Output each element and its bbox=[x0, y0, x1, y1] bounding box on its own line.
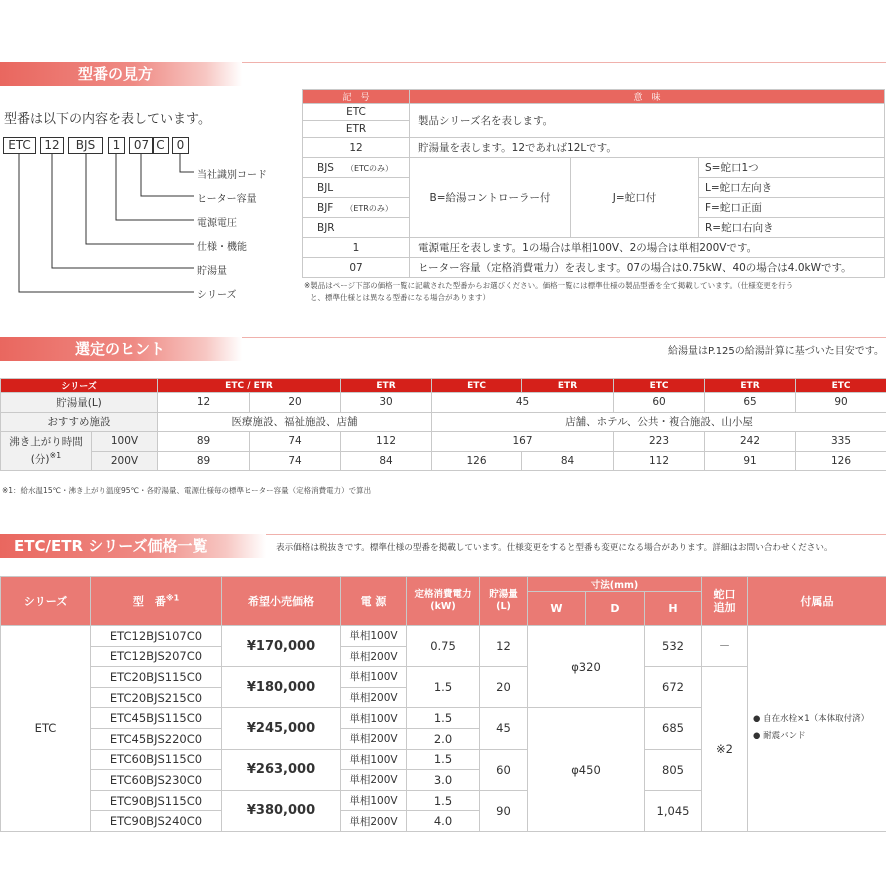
faucet-cell: J=蛇口付 bbox=[571, 158, 699, 238]
rated-7: 1.5 bbox=[407, 790, 480, 811]
price-5: ¥380,000 bbox=[222, 790, 341, 831]
label-capacity: 貯湯量 bbox=[197, 266, 227, 277]
symbol-capacity: 12 bbox=[303, 138, 410, 158]
th-accessories: 付属品 bbox=[748, 577, 886, 626]
bjs-note: （ETCのみ） bbox=[345, 163, 394, 173]
section1-banner bbox=[0, 62, 242, 86]
hdr-etc-90: ETC bbox=[796, 379, 886, 393]
t200-60: 112 bbox=[614, 451, 705, 471]
section2-title: 選定のヒント bbox=[75, 340, 166, 358]
t200-30: 84 bbox=[341, 451, 432, 471]
power-5: 単相100V bbox=[341, 708, 407, 729]
symbol-bjr: BJR bbox=[303, 218, 410, 238]
th-faucet-line1: 蛇口 bbox=[713, 588, 736, 601]
model-8: ETC60BJS230C0 bbox=[91, 770, 222, 791]
dia-320: φ320 bbox=[528, 626, 645, 708]
t200-20: 74 bbox=[250, 451, 341, 471]
section1-title: 型番の見方 bbox=[78, 65, 154, 83]
dia-450: φ450 bbox=[528, 708, 645, 832]
th-rated-line2: (kW) bbox=[430, 601, 456, 612]
model-9: ETC90BJS115C0 bbox=[91, 790, 222, 811]
option-f: F=蛇口正面 bbox=[699, 198, 885, 218]
model-10: ETC90BJS240C0 bbox=[91, 811, 222, 832]
storage-4: 60 bbox=[480, 749, 528, 790]
symbol-etc: ETC bbox=[303, 104, 410, 121]
series-meaning: 製品シリーズ名を表します。 bbox=[410, 104, 885, 138]
code-part-spec: BJS bbox=[68, 137, 103, 154]
storage-3: 45 bbox=[480, 708, 528, 749]
hdr-etc-etr: ETC / ETR bbox=[158, 379, 341, 393]
cap-12: 12 bbox=[158, 393, 250, 413]
price-table bbox=[0, 576, 886, 832]
section1-note-line1: ※製品はページ下部の価格一覧に記載された型番からお選びください。価格一覧には標準仕様の製品型番を全て掲載しています。（仕様変更を行う bbox=[304, 281, 794, 290]
cap-65: 65 bbox=[705, 393, 796, 413]
price-4: ¥263,000 bbox=[222, 749, 341, 790]
th-dims: 寸法(mm) bbox=[528, 577, 702, 592]
facility-label: おすすめ施設 bbox=[1, 412, 158, 432]
rated-8: 4.0 bbox=[407, 811, 480, 832]
boil-label-mark: ※1 bbox=[49, 450, 62, 460]
label-voltage: 電源電圧 bbox=[197, 218, 237, 229]
t100-45: 167 bbox=[432, 432, 614, 452]
facility-1: 医療施設、福祉施設、店舗 bbox=[158, 412, 432, 432]
header-meaning: 意 味 bbox=[410, 90, 885, 104]
section2-banner bbox=[0, 337, 242, 361]
storage-2: 20 bbox=[480, 667, 528, 708]
t200-45-etc: 126 bbox=[432, 451, 522, 471]
th-faucet-line2: 追加 bbox=[713, 601, 736, 614]
header-symbol: 記 号 bbox=[303, 90, 410, 104]
bjf-text: BJF bbox=[317, 201, 334, 214]
th-w: W bbox=[528, 592, 586, 626]
th-series: シリーズ bbox=[1, 577, 91, 626]
option-l: L=蛇口左向き bbox=[699, 178, 885, 198]
th-storage-line1: 貯湯量 bbox=[489, 589, 518, 600]
hdr-etr-65: ETR bbox=[705, 379, 796, 393]
power-3: 単相100V bbox=[341, 667, 407, 688]
boil-label-unit: (分) bbox=[30, 453, 50, 466]
height-4: 805 bbox=[645, 749, 702, 790]
symbol-bjs bbox=[303, 158, 410, 178]
accessory-band: ● 耐震バンド bbox=[753, 731, 806, 742]
power-9: 単相100V bbox=[341, 790, 407, 811]
facility-2: 店舗、ホテル、公共・複合施設、山小屋 bbox=[432, 412, 886, 432]
code-part-voltage: 1 bbox=[108, 137, 125, 154]
th-storage bbox=[480, 577, 528, 626]
t100-20: 74 bbox=[250, 432, 341, 452]
height-2: 672 bbox=[645, 667, 702, 708]
section3-title: ETC/ETR シリーズ価格一覧 bbox=[14, 537, 208, 555]
height-5: 1,045 bbox=[645, 790, 702, 831]
height-3: 685 bbox=[645, 708, 702, 749]
section2-footnote: ※1：給水温15℃・沸き上がり温度95℃・各貯湯量、電源仕様毎の標準ヒーター容量（定格消費電力）で算出 bbox=[2, 486, 372, 495]
label-maker-code: 当社識別コード bbox=[197, 170, 267, 181]
section1-note-line2: と、標準仕様とは異なる型番になる場合があります） bbox=[310, 293, 490, 302]
price-3: ¥245,000 bbox=[222, 708, 341, 749]
symbol-heater: 07 bbox=[303, 258, 410, 278]
power-2: 単相200V bbox=[341, 646, 407, 667]
height-1: 532 bbox=[645, 626, 702, 667]
section2-side-note: 給湯量はP.125の給湯計算に基づいた目安です。 bbox=[668, 346, 884, 357]
model-2: ETC12BJS207C0 bbox=[91, 646, 222, 667]
accessory-faucet: ● 自在水栓×1（本体取付済） bbox=[753, 714, 870, 725]
controller-cell: B=給湯コントローラー付 bbox=[410, 158, 571, 238]
boil-label-line1: 沸き上がり時間 bbox=[9, 435, 83, 448]
th-d: D bbox=[586, 592, 645, 626]
power-8: 単相200V bbox=[341, 770, 407, 791]
cap-30: 30 bbox=[341, 393, 432, 413]
th-h: H bbox=[645, 592, 702, 626]
symbol-bjl: BJL bbox=[303, 178, 410, 198]
t200-65: 91 bbox=[705, 451, 796, 471]
section3-rule bbox=[266, 534, 886, 535]
model-5: ETC45BJS115C0 bbox=[91, 708, 222, 729]
bjs-text: BJS bbox=[317, 161, 334, 174]
t100-12: 89 bbox=[158, 432, 250, 452]
t100-30: 112 bbox=[341, 432, 432, 452]
v200-label: 200V bbox=[92, 451, 158, 471]
cap-60: 60 bbox=[614, 393, 705, 413]
power-1: 単相100V bbox=[341, 626, 407, 647]
hdr-etc-45: ETC bbox=[432, 379, 522, 393]
v100-label: 100V bbox=[92, 432, 158, 452]
option-s: S=蛇口1つ bbox=[699, 158, 885, 178]
rated-3: 1.5 bbox=[407, 708, 480, 729]
hdr-series: シリーズ bbox=[1, 379, 158, 393]
model-7: ETC60BJS115C0 bbox=[91, 749, 222, 770]
storage-1: 12 bbox=[480, 626, 528, 667]
power-6: 単相200V bbox=[341, 728, 407, 749]
hdr-etr-30: ETR bbox=[341, 379, 432, 393]
section1-rule bbox=[242, 62, 886, 63]
cap-45: 45 bbox=[432, 393, 614, 413]
rated-6: 3.0 bbox=[407, 770, 480, 791]
t200-12: 89 bbox=[158, 451, 250, 471]
accessories-cell bbox=[748, 626, 886, 832]
t200-90: 126 bbox=[796, 451, 886, 471]
t200-45-etr: 84 bbox=[522, 451, 614, 471]
capacity-label: 貯湯量(L) bbox=[1, 393, 158, 413]
th-storage-line2: (L) bbox=[496, 601, 511, 612]
section3-side-note: 表示価格は税抜きです。標準仕様の型番を掲載しています。仕様変更をすると型番も変更になる場合があります。詳細はお問い合わせください。 bbox=[276, 543, 833, 553]
section2-rule bbox=[242, 337, 886, 338]
faucet-dash: － bbox=[702, 626, 748, 667]
rated-5: 1.5 bbox=[407, 749, 480, 770]
code-part-heater: 07 bbox=[129, 137, 154, 154]
cap-90: 90 bbox=[796, 393, 886, 413]
bjf-note: （ETRのみ） bbox=[345, 203, 393, 213]
storage-5: 90 bbox=[480, 790, 528, 831]
model-3: ETC20BJS115C0 bbox=[91, 667, 222, 688]
cap-20: 20 bbox=[250, 393, 341, 413]
code-connector-lines bbox=[0, 154, 200, 299]
heater-meaning: ヒーター容量（定格消費電力）を表します。07の場合は0.75kW、40の場合は4.0kWです。 bbox=[410, 258, 885, 278]
boil-label-line2 bbox=[1, 449, 91, 467]
rated-1: 0.75 bbox=[407, 626, 480, 667]
price-1: ¥170,000 bbox=[222, 626, 341, 667]
hdr-etr-45: ETR bbox=[522, 379, 614, 393]
rated-2: 1.5 bbox=[407, 667, 480, 708]
option-r: R=蛇口右向き bbox=[699, 218, 885, 238]
th-model-text: 型 番 bbox=[132, 595, 166, 608]
faucet-mark: ※2 bbox=[702, 667, 748, 832]
symbol-etr: ETR bbox=[303, 121, 410, 138]
code-part-maker: C bbox=[152, 137, 169, 154]
hdr-etc-60: ETC bbox=[614, 379, 705, 393]
selection-table bbox=[0, 378, 886, 471]
power-10: 単相200V bbox=[341, 811, 407, 832]
code-part-id: 0 bbox=[172, 137, 189, 154]
th-model bbox=[91, 577, 222, 626]
label-series: シリーズ bbox=[197, 290, 237, 301]
t100-65: 242 bbox=[705, 432, 796, 452]
symbol-voltage: 1 bbox=[303, 238, 410, 258]
symbol-bjf bbox=[303, 198, 410, 218]
model-6: ETC45BJS220C0 bbox=[91, 728, 222, 749]
label-heater: ヒーター容量 bbox=[197, 194, 257, 205]
t100-90: 335 bbox=[796, 432, 886, 452]
code-part-capacity: 12 bbox=[40, 137, 64, 154]
voltage-meaning: 電源電圧を表します。1の場合は単相100V、2の場合は単相200Vです。 bbox=[410, 238, 885, 258]
power-7: 単相100V bbox=[341, 749, 407, 770]
model-1: ETC12BJS107C0 bbox=[91, 626, 222, 647]
model-4: ETC20BJS215C0 bbox=[91, 687, 222, 708]
th-rated bbox=[407, 577, 480, 626]
th-price: 希望小売価格 bbox=[222, 577, 341, 626]
th-model-mark: ※1 bbox=[165, 593, 180, 603]
th-power: 電 源 bbox=[341, 577, 407, 626]
section3-banner bbox=[0, 534, 266, 558]
rated-4: 2.0 bbox=[407, 728, 480, 749]
price-2: ¥180,000 bbox=[222, 667, 341, 708]
t100-60: 223 bbox=[614, 432, 705, 452]
series-cell: ETC bbox=[1, 626, 91, 832]
power-4: 単相200V bbox=[341, 687, 407, 708]
capacity-meaning: 貯湯量を表します。12であれば12Lです。 bbox=[410, 138, 885, 158]
code-part-series: ETC bbox=[3, 137, 36, 154]
boil-label bbox=[1, 432, 92, 471]
label-spec: 仕様・機能 bbox=[197, 242, 247, 253]
model-code-table bbox=[302, 89, 885, 278]
th-faucet bbox=[702, 577, 748, 626]
section1-intro: 型番は以下の内容を表しています。 bbox=[4, 112, 211, 127]
th-rated-line1: 定格消費電力 bbox=[414, 589, 472, 600]
